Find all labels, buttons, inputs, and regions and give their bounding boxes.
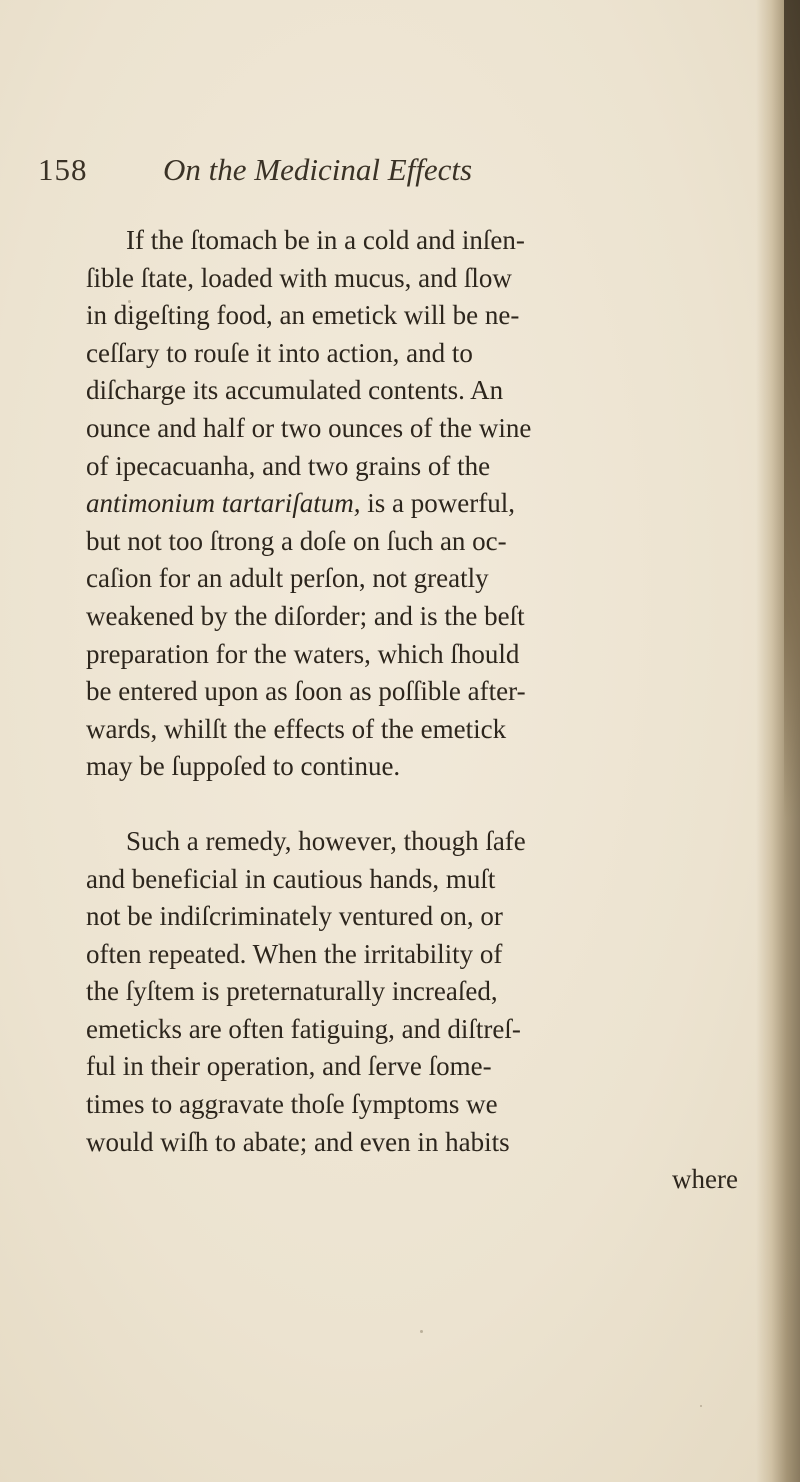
text-line: ful in their operation, and ſerve ſome- xyxy=(86,1051,492,1082)
text-line: and beneficial in cautious hands, muſt xyxy=(86,863,496,894)
text-line: preparation for the waters, which ſhould xyxy=(86,638,520,669)
text-line: ceſſary to rouſe it into action, and to xyxy=(86,337,473,368)
text-line: be entered upon as ſoon as poſſible after- xyxy=(86,676,526,707)
text-line: of ipecacuanha, and two grains of the xyxy=(86,450,491,481)
text-line: diſcharge its accumulated contents. An xyxy=(86,375,504,406)
page-header xyxy=(38,152,738,202)
text-line-tail: is a powerful, xyxy=(367,488,515,519)
text-line: in digeſting food, an emetick will be ne- xyxy=(86,300,520,331)
paragraph-gap xyxy=(86,786,738,823)
text-line xyxy=(86,485,738,523)
page-edge-binding xyxy=(784,0,800,820)
catchword: where xyxy=(672,1164,738,1195)
page-number: 158 xyxy=(38,152,88,187)
text-line: If the ſtomach be in a cold and inſen- xyxy=(126,225,525,255)
text-line: Such a remedy, however, though ſafe xyxy=(126,825,526,856)
paragraph-1 xyxy=(86,222,738,786)
paragraph-2 xyxy=(86,823,738,1199)
text-line: weakened by the diſorder; and is the beſt xyxy=(86,600,525,631)
text-line: may be ſuppoſed to continue. xyxy=(86,751,401,782)
text-line: caſion for an adult perſon, not greatly xyxy=(86,563,489,594)
text-line: not be indiſcriminately ventured on, or xyxy=(86,901,503,932)
text-line: wards, whilſt the effects of the emetick xyxy=(86,713,507,744)
text-line: emeticks are often fatiguing, and diſtreſ- xyxy=(86,1013,521,1044)
text-line: the ſyſtem is preternaturally increaſed, xyxy=(86,976,498,1007)
running-title: On the Medicinal Effects xyxy=(163,152,473,187)
paper-speck xyxy=(700,1405,702,1407)
text-line: ſible ſtate, loaded with mucus, and ſlow xyxy=(86,262,512,293)
body-text xyxy=(86,222,738,1199)
text-line: would wiſh to abate; and even in habits xyxy=(86,1126,510,1157)
text-line: times to aggravate thoſe ſymptoms we xyxy=(86,1089,498,1120)
italic-drug-name: antimonium tartariſatum, xyxy=(86,488,361,519)
text-line: often repeated. When the irritability of xyxy=(86,938,503,969)
text-line: but not too ſtrong a doſe on ſuch an oc- xyxy=(86,525,507,556)
text-line: ounce and half or two ounces of the wine xyxy=(86,412,532,443)
paper-speck xyxy=(420,1330,423,1333)
